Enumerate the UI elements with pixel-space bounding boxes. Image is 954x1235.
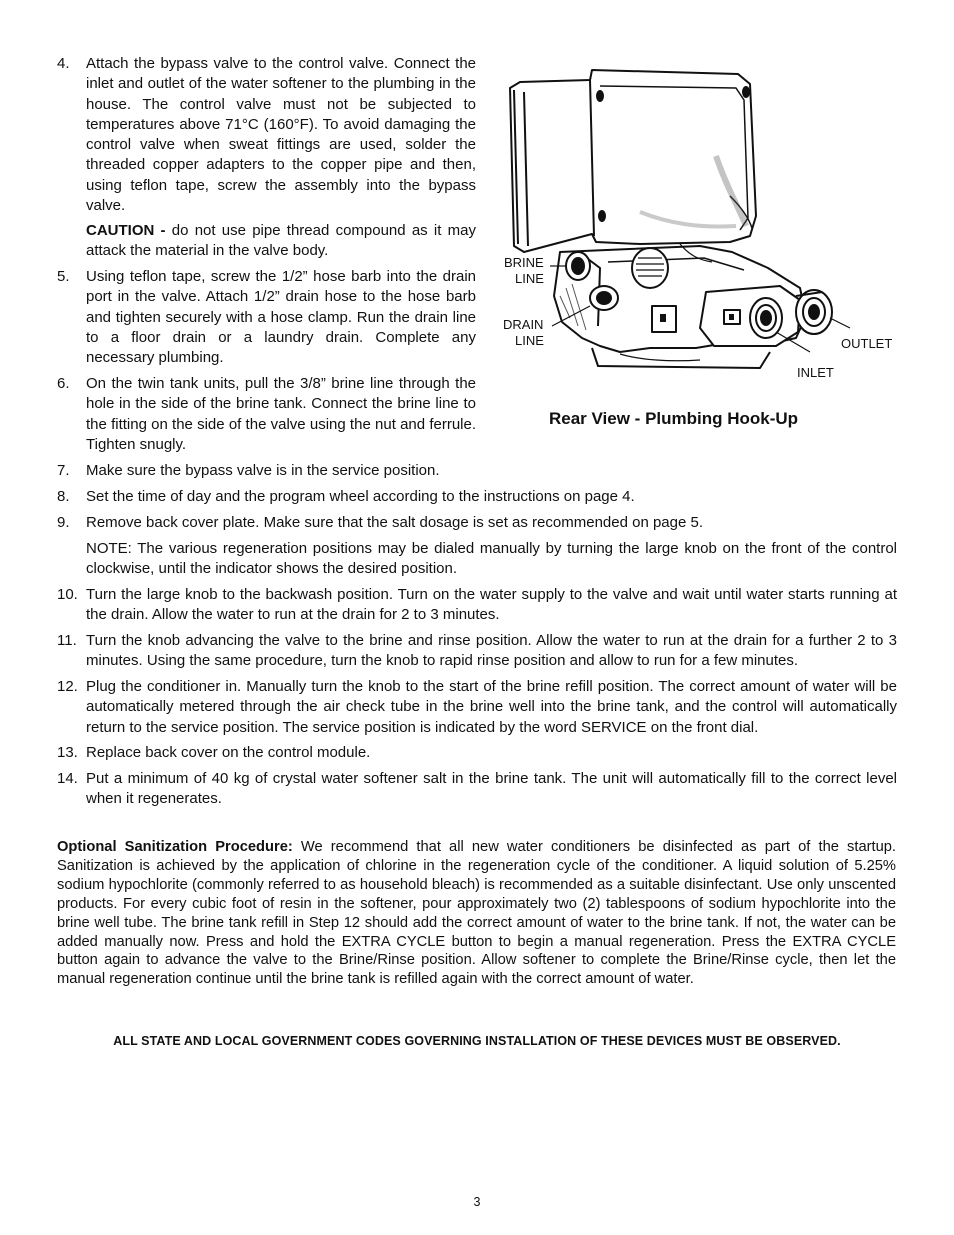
step-text: On the twin tank units, pull the 3/8” brine line through the hole in the side of the brine tank. Connect the brine line to the fitting on the side of the valve using the nut and ferrule. Tighten snugly. (86, 375, 476, 453)
brine-line-label-1: BRINE (504, 255, 544, 270)
regeneration-note: NOTE: The various regeneration positions may be dialed manually by turning the large knob on the front of the control clockwise, until the indicator shows the desired position. (86, 540, 897, 578)
caution-label: CAUTION - (86, 222, 166, 239)
brine-line-label-2: LINE (515, 271, 544, 286)
sanitization-paragraph (57, 838, 896, 989)
drain-line-label-2: LINE (515, 333, 544, 348)
sanitization-text: We recommend that all new water conditioners be disinfected as part of the startup. Sanitization is achieved by the application of chlorine in the regeneration cycle of the conditioner. A liquid solution of 5.25% sodium hypochlorite (commonly referred to as household bleach) is recommended as a suitable disinfectant. Use only unscented products. For every cubic foot of resin in the softener, pour approximately two (2) tablespoons of sodium hypochlorite into the brine well tube. The brine tank refill in Step 12 should add the correct amount of water to the brine tank. If not, the water can be added manually now. Press and hold the EXTRA CYCLE button to begin a manual regeneration. Press the EXTRA CYCLE button again to advance the valve to the Brine/Rinse position. Allow softener to complete the Brine/Rinse cycle, then let the manual regeneration continue until the brine tank is refilled again with the correct amount of water. (57, 839, 896, 988)
step-text: Attach the bypass valve to the control valve. Connect the inlet and outlet of the water softener to the plumbing in the house. The control valve must not be subjected to temperatures above 71°C (160°F). To avoid damaging the control valve when sweat fittings are used, solder the threaded copper adapters to the copper pipe and then, using teflon tape, screw the assembly into the bypass valve. (86, 55, 476, 215)
step-text: Turn the knob advancing the valve to the brine and rinse position. Allow the water to run at the drain for a further 2 to 3 minutes. Using the same procedure, turn the knob to rapid rinse position and allow to run for a few minutes. (86, 632, 897, 670)
step-number: 6. (57, 375, 70, 392)
step-text: Remove back cover plate. Make sure that the salt dosage is set as recommended on page 5. (86, 514, 704, 531)
step-number: 13. (57, 744, 78, 761)
outlet-label: OUTLET (841, 336, 893, 351)
step-text: Replace back cover on the control module. (86, 744, 371, 761)
step-number: 14. (57, 770, 78, 787)
step-number: 5. (57, 268, 70, 285)
step-text: Put a minimum of 40 kg of crystal water softener salt in the brine tank. The unit will automatically fill to the correct level when it regenerates. (86, 770, 897, 808)
caution-note (86, 221, 476, 262)
step-number: 4. (57, 55, 70, 72)
inlet-label: INLET (797, 365, 834, 380)
valve-illustration (500, 56, 900, 396)
step-number: 11. (57, 632, 77, 649)
figure-caption: Rear View - Plumbing Hook-Up (549, 409, 799, 428)
step-text: Plug the conditioner in. Manually turn the knob to the start of the brine refill position. The correct amount of water will be automatically metered through the air check tube in the brine well into the brine tank, and the control will automatically return to the service position. The service position is indicated by the word SERVICE on the front dial. (86, 678, 897, 736)
step-text: Make sure the bypass valve is in the service position. (86, 462, 440, 479)
step-text: Turn the large knob to the backwash position. Turn on the water supply to the valve and wait until water starts running at the drain. Allow the water to run at the drain for 2 to 3 minutes. (86, 586, 897, 624)
sanitization-heading: Optional Sanitization Procedure: (57, 839, 293, 855)
step-number: 10. (57, 586, 78, 603)
page-number: 3 (473, 1195, 481, 1209)
step-number: 12. (57, 678, 78, 695)
step-text: Set the time of day and the program wheel according to the instructions on page 4. (86, 488, 635, 505)
step-number: 8. (57, 488, 70, 505)
government-codes-notice: ALL STATE AND LOCAL GOVERNMENT CODES GOVERNING INSTALLATION OF THESE DEVICES MUST BE OBSERVED. (113, 1034, 841, 1048)
step-text: Using teflon tape, screw the 1/2” hose barb into the drain port in the valve. Attach 1/2” drain hose to the hose barb and tighten securely with a hose clamp. Run the drain line to a floor drain or a laundry drain. Complete any necessary plumbing. (86, 268, 476, 367)
caution-text: do not use pipe thread compound as it may attack the material in the valve body. (86, 222, 476, 260)
drain-line-label-1: DRAIN (503, 317, 544, 332)
step-number: 7. (57, 462, 70, 479)
step-number: 9. (57, 514, 70, 531)
